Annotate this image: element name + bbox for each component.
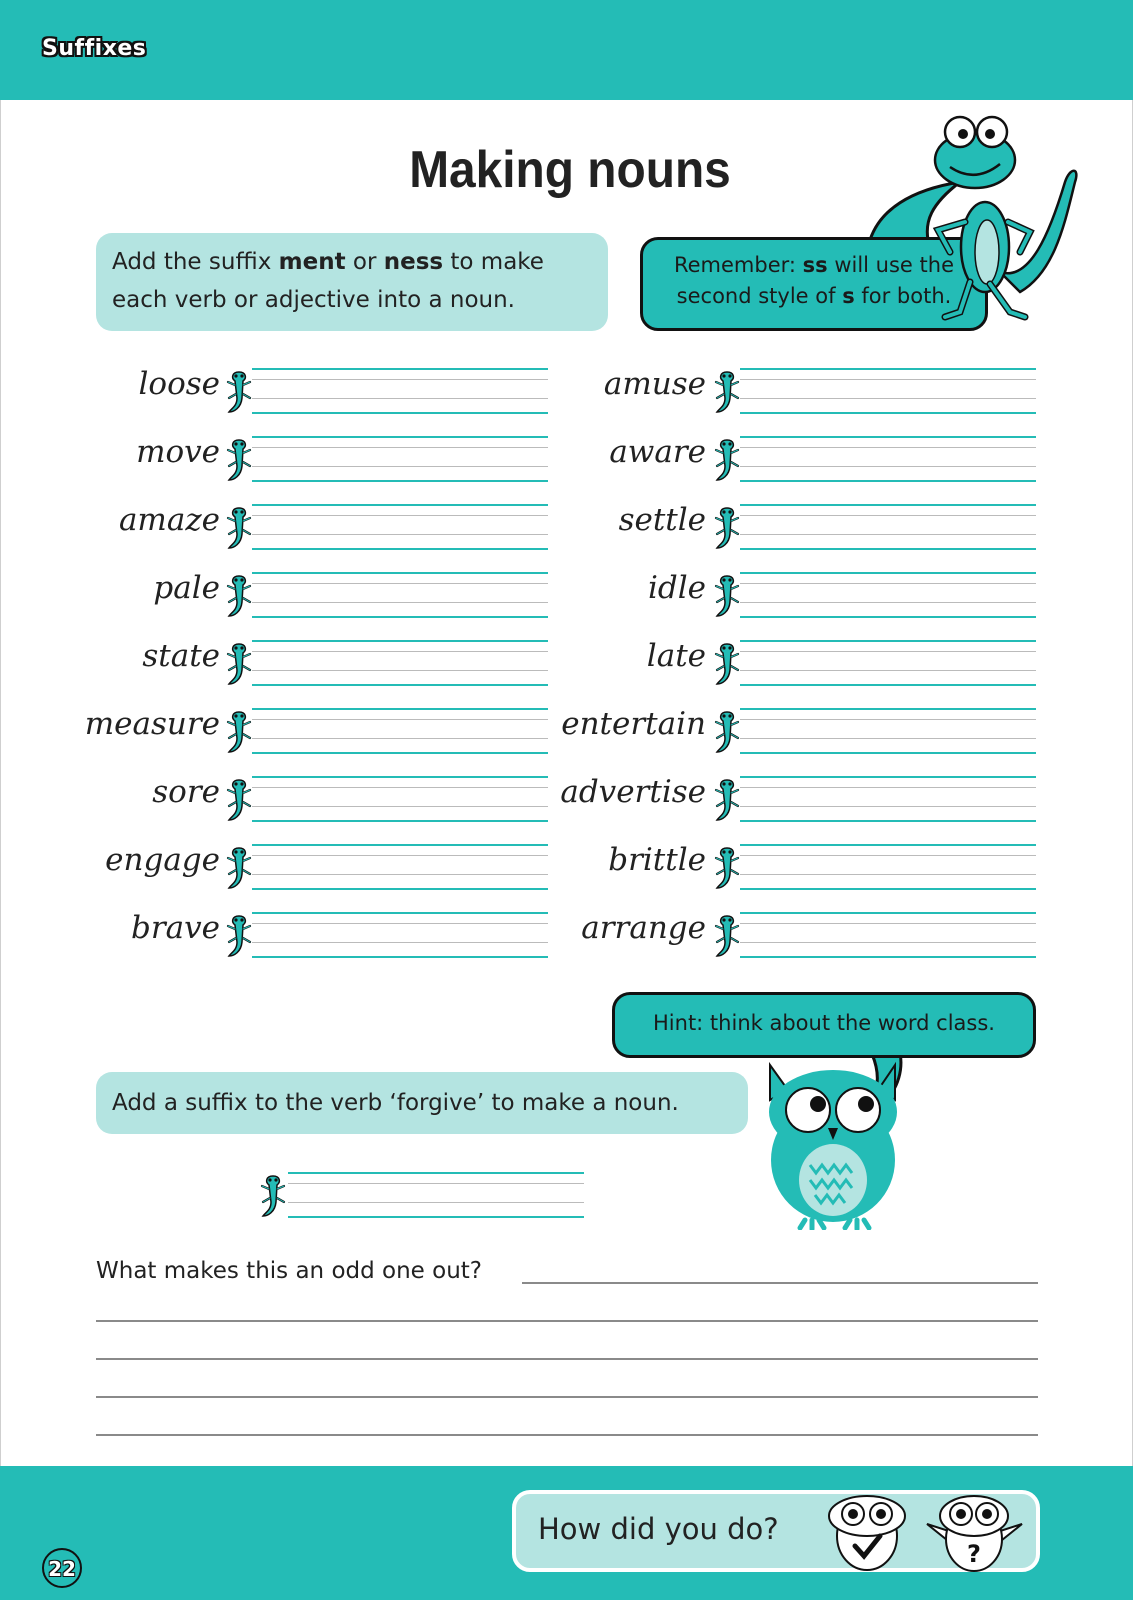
reminder-bold: s (842, 284, 855, 308)
handwriting-lines[interactable] (740, 436, 1036, 482)
gecko-icon (224, 572, 254, 620)
handwriting-lines[interactable] (252, 776, 548, 822)
gecko-icon (712, 640, 742, 688)
word-brave: brave (130, 910, 220, 946)
self-review-box (512, 1490, 1040, 1572)
forgive-instruction-box (96, 1072, 748, 1134)
hint-bubble (612, 992, 1036, 1058)
answer-line[interactable] (96, 1358, 1038, 1360)
gecko-icon (712, 436, 742, 484)
review-prompt: How did you do? (538, 1512, 779, 1546)
owl-mascot-icon (760, 1060, 910, 1230)
handwriting-lines[interactable] (740, 640, 1036, 686)
gecko-icon (258, 1172, 288, 1220)
reminder-text: for both. (854, 284, 952, 308)
word-advertise: advertise (560, 774, 706, 810)
instruction-text: or (345, 249, 384, 275)
instruction-text-line2: each verb or adjective into a noun. (112, 287, 515, 313)
gecko-icon (224, 368, 254, 416)
gecko-icon (224, 436, 254, 484)
gecko-icon (712, 776, 742, 824)
handwriting-lines[interactable] (740, 708, 1036, 754)
gecko-icon (224, 708, 254, 756)
handwriting-lines[interactable] (740, 844, 1036, 890)
word-sore: sore (152, 774, 220, 810)
word-amuse: amuse (603, 366, 706, 402)
reminder-text: will use the (827, 253, 954, 277)
handwriting-lines[interactable] (252, 640, 548, 686)
answer-line[interactable] (96, 1320, 1038, 1322)
handwriting-lines[interactable] (252, 504, 548, 550)
word-late: late (646, 638, 706, 674)
word-move: move (136, 434, 220, 470)
answer-line[interactable] (522, 1282, 1038, 1284)
handwriting-lines[interactable] (252, 844, 548, 890)
hint-text: Hint: think about the word class. (653, 1011, 995, 1035)
gecko-icon (224, 504, 254, 552)
handwriting-lines[interactable] (740, 504, 1036, 550)
lizard-mascot-icon (930, 112, 1090, 332)
reminder-text: second style of (676, 284, 843, 308)
handwriting-lines[interactable] (252, 436, 548, 482)
word-arrange: arrange (581, 910, 706, 946)
word-settle: settle (618, 502, 706, 538)
handwriting-lines[interactable] (740, 912, 1036, 958)
word-idle: idle (647, 570, 706, 606)
owl-question-icon[interactable] (927, 1496, 1022, 1571)
owl-tick-icon[interactable] (829, 1496, 905, 1570)
gecko-icon (712, 572, 742, 620)
word-pale: pale (153, 570, 220, 606)
reminder-bold: ss (802, 253, 828, 277)
word-aware: aware (609, 434, 706, 470)
page-title: Making nouns (409, 141, 731, 199)
section-label: Suffixes (42, 36, 147, 61)
handwriting-lines[interactable] (288, 1172, 584, 1218)
word-measure: measure (84, 706, 220, 742)
answer-line[interactable] (96, 1396, 1038, 1398)
handwriting-lines[interactable] (252, 708, 548, 754)
answer-line[interactable] (96, 1434, 1038, 1436)
handwriting-lines[interactable] (252, 368, 548, 414)
gecko-icon (224, 912, 254, 960)
word-loose: loose (138, 366, 220, 402)
gecko-icon (712, 912, 742, 960)
gecko-icon (224, 640, 254, 688)
instruction-text: Add the suffix (112, 249, 279, 275)
handwriting-lines[interactable] (740, 776, 1036, 822)
word-amaze: amaze (118, 502, 220, 538)
handwriting-lines[interactable] (740, 572, 1036, 618)
gecko-icon (712, 708, 742, 756)
gecko-icon (224, 844, 254, 892)
review-owls (812, 1484, 1034, 1574)
gecko-icon (224, 776, 254, 824)
handwriting-lines[interactable] (252, 572, 548, 618)
svg-text:?: ? (967, 1540, 981, 1568)
word-entertain: entertain (561, 706, 706, 742)
word-engage: engage (105, 842, 220, 878)
gecko-icon (712, 504, 742, 552)
gecko-icon (712, 844, 742, 892)
forgive-instruction-text: Add a suffix to the verb ‘forgive’ to make a noun. (112, 1090, 679, 1116)
suffix-ness: ness (383, 249, 444, 275)
page-number: 22 (42, 1548, 82, 1588)
handwriting-lines[interactable] (740, 368, 1036, 414)
gecko-icon (712, 368, 742, 416)
instruction-text: to make (443, 249, 544, 275)
suffix-ment: ment (278, 249, 346, 275)
reminder-text: Remember: (673, 253, 803, 277)
word-brittle: brittle (608, 842, 706, 878)
word-state: state (142, 638, 220, 674)
handwriting-lines[interactable] (252, 912, 548, 958)
odd-one-out-question: What makes this an odd one out? (96, 1258, 483, 1284)
